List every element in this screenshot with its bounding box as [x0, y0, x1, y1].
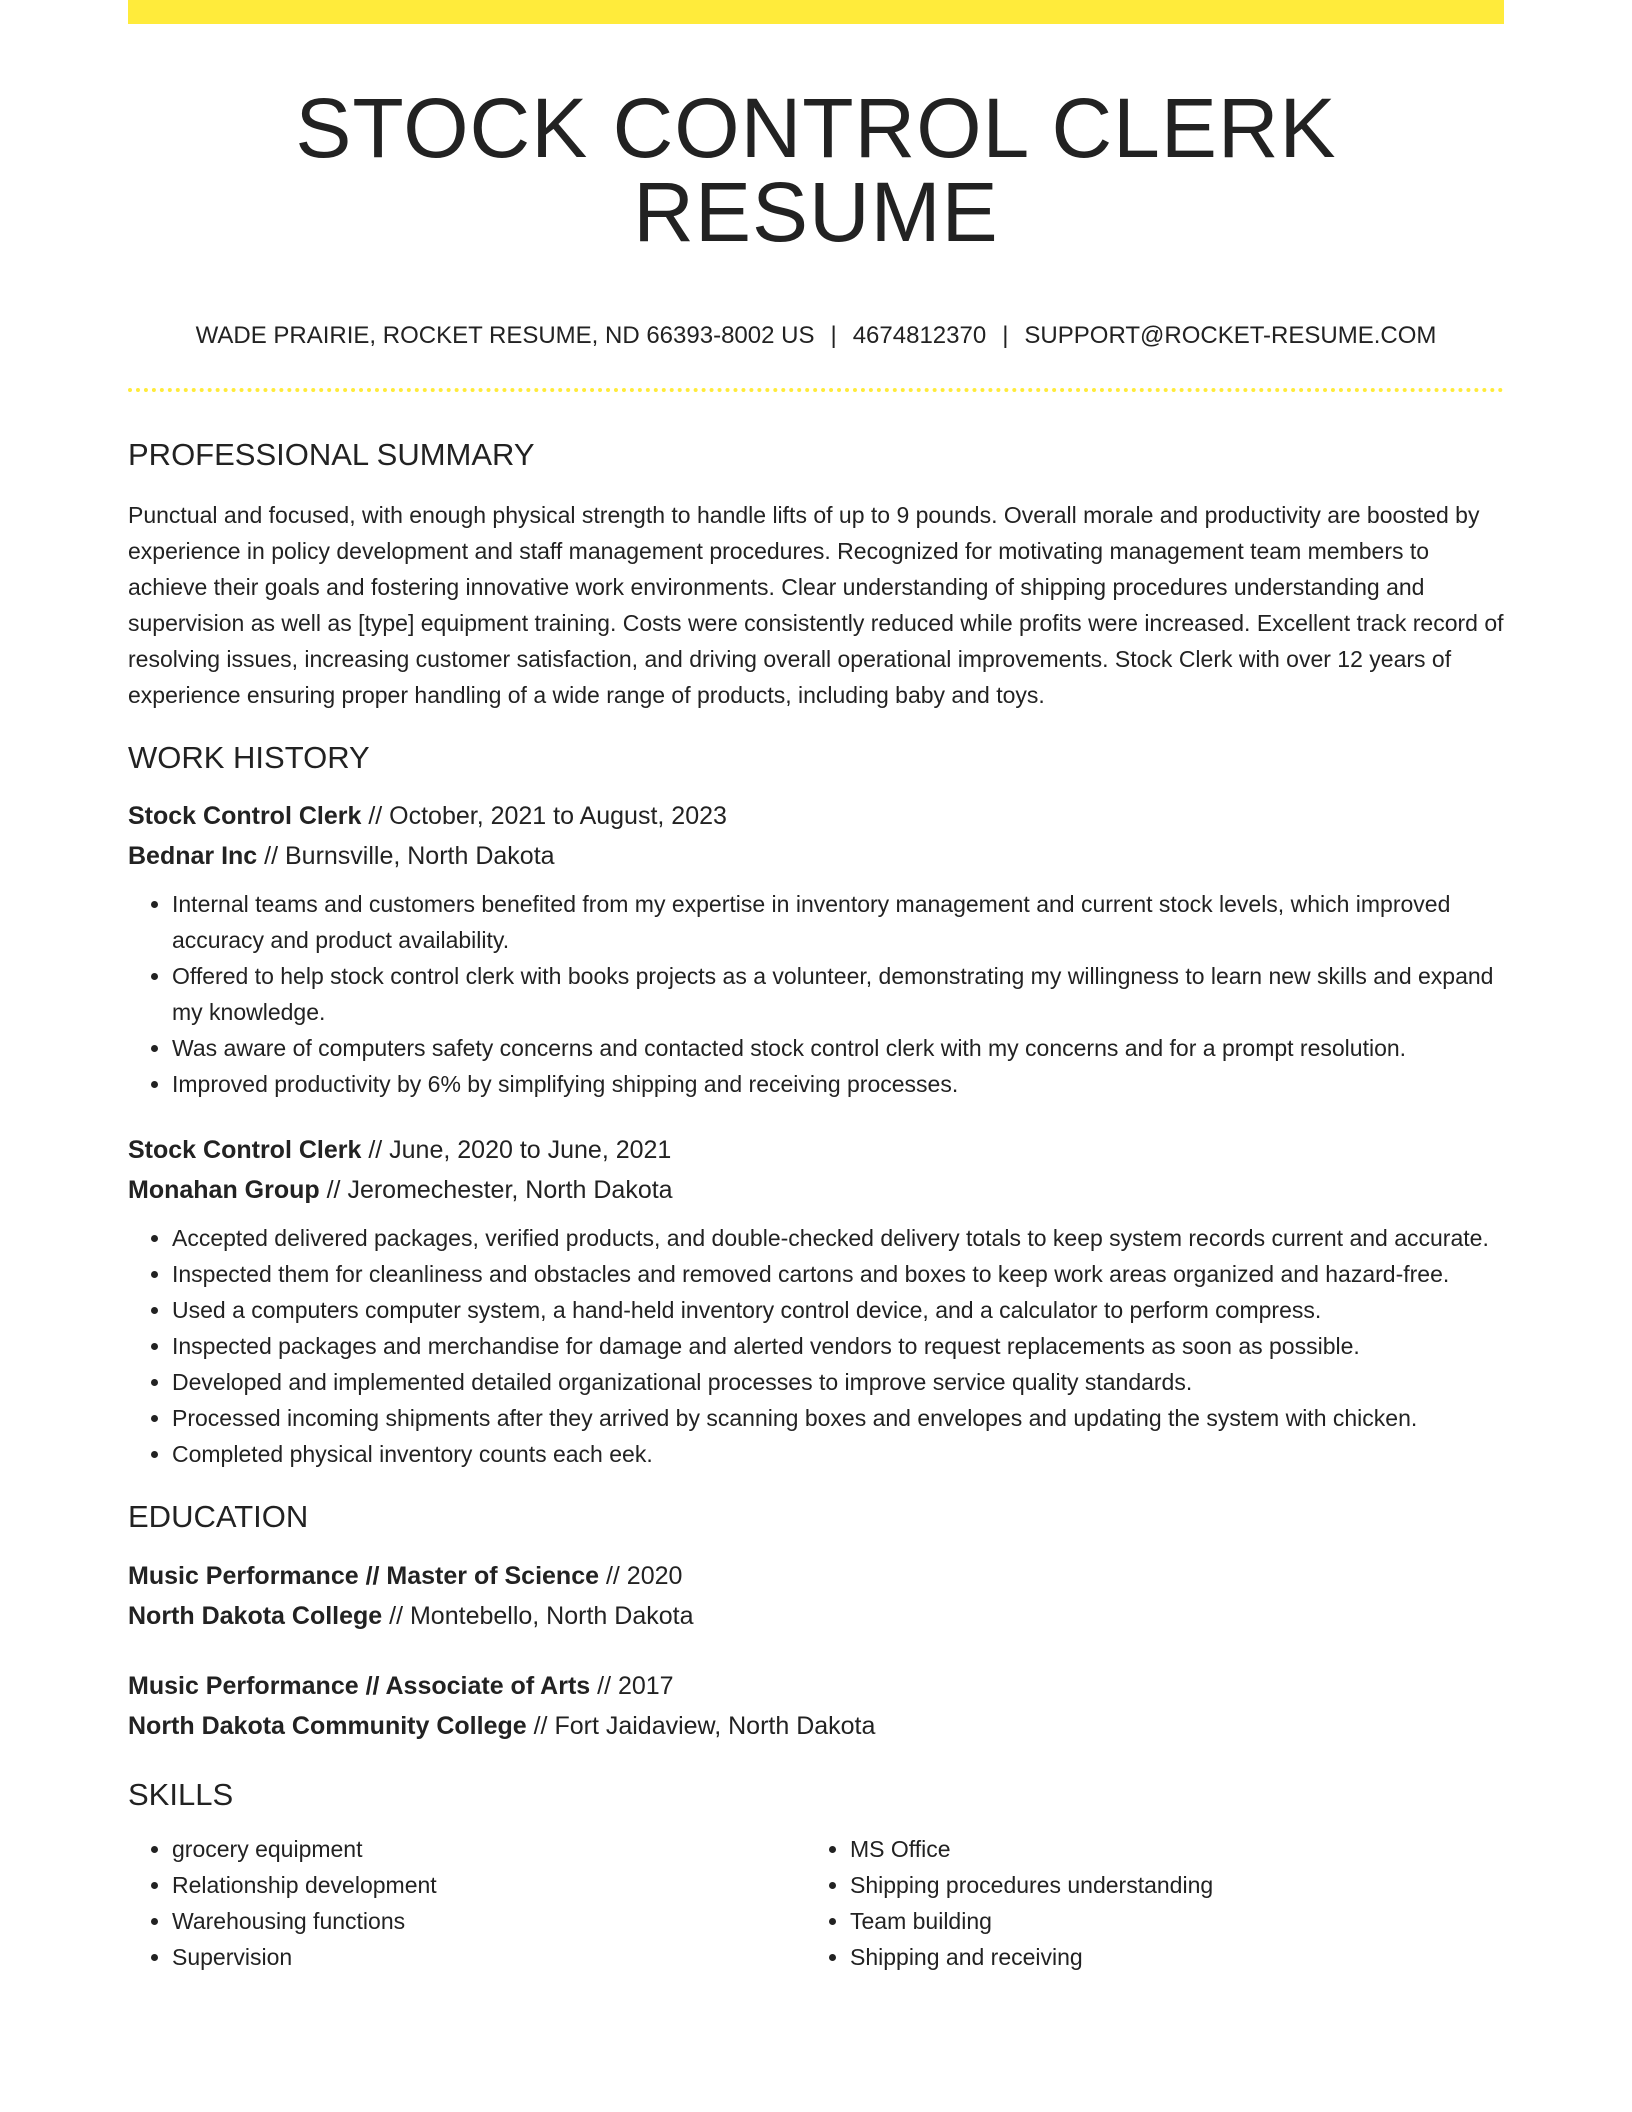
school: North Dakota College: [128, 1601, 383, 1630]
school-line: [128, 1596, 1504, 1636]
job-location: // Burnsville, North Dakota: [257, 842, 555, 871]
list-item: • Inspected packages and merchandise for damage and alerted vendors to request replacements as soon as possible.: [172, 1328, 1504, 1364]
school: North Dakota Community College: [128, 1711, 527, 1740]
skills-list: [128, 1831, 1504, 1975]
list-item: • Used a computers computer system, a hand-held inventory control device, and a calculator to perform compress.: [172, 1292, 1504, 1328]
contact-email: SUPPORT@ROCKET-RESUME.COM: [1024, 322, 1437, 349]
list-item: • Processed incoming shipments after they arrived by scanning boxes and envelopes and updating the system with chicken.: [172, 1400, 1504, 1436]
education-entry: [128, 1666, 1504, 1746]
skill-item: • Shipping procedures understanding: [850, 1867, 1484, 1903]
skills-heading: SKILLS: [128, 1776, 234, 1812]
skill-item: • Shipping and receiving: [850, 1939, 1484, 1975]
list-item: • Developed and implemented detailed organizational processes to improve service quality standards.: [172, 1364, 1504, 1400]
skill-item: • Relationship development: [172, 1867, 806, 1903]
job-entry: [128, 796, 1504, 1102]
job-company: Monahan Group: [128, 1176, 320, 1205]
job-bullets: [128, 886, 1504, 1102]
skill-item: • MS Office: [850, 1831, 1484, 1867]
skills-column-right: [806, 1831, 1484, 1975]
list-item: • Internal teams and customers benefited from my expertise in inventory management and current stock levels, which improved accuracy and product availability.: [172, 886, 1504, 958]
contact-separator: |: [830, 322, 837, 349]
school-line: [128, 1706, 1504, 1746]
job-dates: // October, 2021 to August, 2023: [361, 802, 727, 831]
contact-line: [128, 324, 1504, 348]
skill-item: • Warehousing functions: [172, 1903, 806, 1939]
contact-separator: |: [1002, 322, 1009, 349]
accent-top-bar: [128, 0, 1504, 24]
school-location: // Montebello, North Dakota: [382, 1601, 694, 1630]
job-dates: // June, 2020 to June, 2021: [361, 1136, 672, 1165]
job-location: // Jeromechester, North Dakota: [319, 1176, 673, 1205]
job-title-line: [128, 796, 1504, 836]
resume-page: [128, 0, 1504, 1975]
contact-phone: 4674812370: [852, 322, 987, 349]
skill-item: • grocery equipment: [172, 1831, 806, 1867]
skill-item: • Supervision: [172, 1939, 806, 1975]
job-company-line: [128, 1170, 1504, 1210]
list-item: • Improved productivity by 6% by simplifying shipping and receiving processes.: [172, 1066, 1504, 1102]
skill-item: • Team building: [850, 1903, 1484, 1939]
list-item: • Offered to help stock control clerk with books projects as a volunteer, demonstrating my willingness to learn new skills and expand my knowledge.: [172, 958, 1504, 1030]
list-item: • Was aware of computers safety concerns and contacted stock control clerk with my concerns and for a prompt resolution.: [172, 1030, 1504, 1066]
list-item: • Completed physical inventory counts each eek.: [172, 1436, 1504, 1472]
degree: Music Performance // Associate of Arts: [128, 1671, 591, 1700]
job-title: Stock Control Clerk: [128, 1136, 362, 1165]
job-bullets: [128, 1220, 1504, 1472]
summary-text: Punctual and focused, with enough physical strength to handle lifts of up to 9 pounds. Overall morale and productivity are boosted by experience in policy development and staff management procedures. Recognized for motivating management team members to achieve their goals and fostering innovative work environments. Clear understanding of shipping procedures understanding and supervision as well as [type] equipment training. Costs were consistently reduced while profits were increased. Excellent track record of resolving issues, increasing customer satisfaction, and driving overall operational improvements. Stock Clerk with over 12 years of experience ensuring proper handling of a wide range of products, including baby and toys.: [128, 502, 1504, 709]
list-item: • Accepted delivered packages, verified products, and double-checked delivery totals to keep system records current and accurate.: [172, 1220, 1504, 1256]
job-entry: [128, 1130, 1504, 1472]
resume-title: STOCK CONTROL CLERK RESUME: [295, 81, 1337, 259]
degree-line: [128, 1666, 1504, 1706]
dotted-divider: [128, 388, 1504, 392]
degree-year: // 2020: [599, 1561, 683, 1590]
degree-line: [128, 1556, 1504, 1596]
skills-column-left: [128, 1831, 806, 1975]
summary-heading: PROFESSIONAL SUMMARY: [128, 437, 535, 472]
work-history-heading: WORK HISTORY: [128, 740, 370, 776]
job-title-line: [128, 1130, 1504, 1170]
degree: Music Performance // Master of Science: [128, 1561, 600, 1590]
job-company: Bednar Inc: [128, 842, 258, 871]
list-item: • Inspected them for cleanliness and obstacles and removed cartons and boxes to keep work areas organized and hazard-free.: [172, 1256, 1504, 1292]
school-location: // Fort Jaidaview, North Dakota: [526, 1711, 876, 1740]
job-title: Stock Control Clerk: [128, 802, 362, 831]
job-company-line: [128, 836, 1504, 876]
education-heading: EDUCATION: [128, 1499, 309, 1535]
education-entry: [128, 1556, 1504, 1636]
degree-year: // 2017: [590, 1671, 674, 1700]
contact-address: WADE PRAIRIE, ROCKET RESUME, ND 66393-8002 US: [195, 322, 815, 349]
